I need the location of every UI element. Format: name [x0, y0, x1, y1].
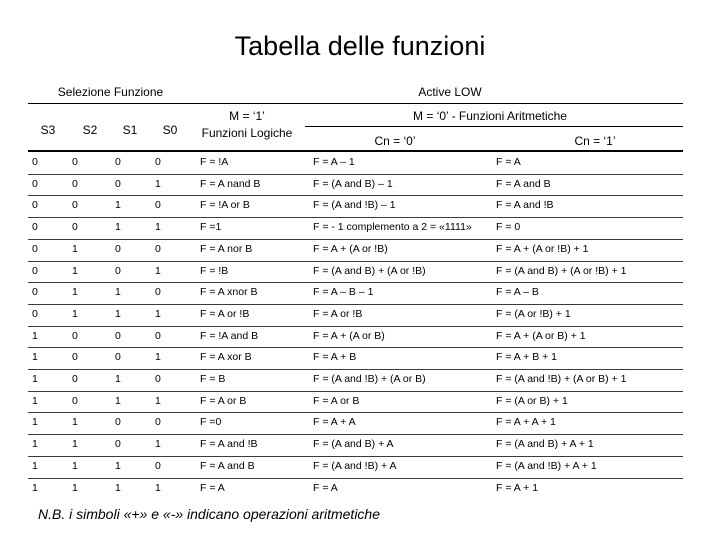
- cell-s3: 0: [32, 307, 38, 320]
- cell-s0: 1: [155, 307, 161, 320]
- row-separator: [28, 391, 683, 392]
- cell-logic: F = !A and B: [200, 329, 259, 342]
- cell-arith-cn0: F = A + (A or !B): [313, 242, 388, 255]
- cell-s1: 0: [115, 177, 121, 190]
- cell-logic: F = A xor B: [200, 351, 252, 364]
- cell-arith-cn1: F = (A and B) + A + 1: [496, 438, 594, 451]
- cell-arith-cn0: F = A + A: [313, 416, 356, 429]
- cell-arith-cn0: F = A: [313, 481, 338, 494]
- cell-logic: F = A xnor B: [200, 286, 258, 299]
- cell-s2: 0: [72, 199, 78, 212]
- header-rule-active: [193, 103, 683, 104]
- cell-s1: 1: [115, 307, 121, 320]
- cell-arith-cn0: F = A + B: [313, 351, 357, 364]
- cell-s1: 1: [115, 199, 121, 212]
- cell-arith-cn1: F = (A and !B) + A + 1: [496, 459, 597, 472]
- cell-s2: 0: [72, 394, 78, 407]
- header-rule-bottom: [28, 150, 683, 152]
- row-separator: [28, 478, 683, 479]
- cell-s2: 0: [72, 329, 78, 342]
- cell-s3: 1: [32, 394, 38, 407]
- cell-arith-cn0: F = (A and !B) – 1: [313, 199, 396, 212]
- cell-s3: 1: [32, 373, 38, 385]
- cell-s1: 1: [115, 459, 121, 472]
- cell-arith-cn0: F = A + (A or B): [313, 329, 385, 342]
- cell-s3: 0: [32, 286, 38, 299]
- row-separator: [28, 217, 683, 218]
- cell-arith-cn1: F = A and B: [496, 177, 551, 190]
- cell-s3: 0: [32, 264, 38, 277]
- row-separator: [28, 195, 683, 196]
- cell-logic: F =0: [200, 416, 222, 429]
- row-separator: [28, 304, 683, 305]
- header-s0: S0: [162, 123, 178, 137]
- cell-s0: 1: [155, 264, 161, 277]
- cell-logic: F = A or !B: [200, 307, 250, 320]
- cell-s0: 0: [155, 156, 161, 168]
- cell-s2: 1: [72, 242, 78, 255]
- cell-s1: 1: [115, 373, 121, 385]
- cell-logic: F = B: [200, 373, 226, 385]
- cell-s0: 0: [155, 416, 161, 429]
- cell-s3: 0: [32, 199, 38, 212]
- cell-s0: 1: [155, 351, 161, 364]
- cell-arith-cn1: F = A + 1: [496, 481, 539, 494]
- cell-s2: 1: [72, 481, 78, 494]
- cell-s0: 0: [155, 199, 161, 212]
- cell-s3: 1: [32, 416, 38, 429]
- cell-s3: 0: [32, 156, 38, 168]
- cell-arith-cn0: F = (A and !B) + A: [313, 459, 397, 472]
- cell-s3: 1: [32, 459, 38, 472]
- cell-s0: 1: [155, 481, 161, 494]
- cell-arith-cn0: F = A or !B: [313, 307, 363, 320]
- cell-s0: 1: [155, 438, 161, 451]
- cell-arith-cn0: F = A or B: [313, 394, 360, 407]
- cell-s2: 0: [72, 156, 78, 168]
- cell-logic: F = !A: [200, 156, 229, 168]
- row-separator: [28, 369, 683, 370]
- page-title: Tabella delle funzioni: [234, 31, 486, 61]
- cell-arith-cn0: F = (A and B) – 1: [313, 177, 393, 190]
- cell-arith-cn1: F = A: [496, 156, 521, 168]
- cell-arith-cn1: F = A + A + 1: [496, 416, 556, 429]
- cell-s3: 0: [32, 177, 38, 190]
- cell-s0: 1: [155, 177, 161, 190]
- cell-s2: 1: [72, 307, 78, 320]
- cell-s0: 0: [155, 329, 161, 342]
- cell-logic: F = A and B: [200, 459, 255, 472]
- header-m0: M = ‘0’ - Funzioni Aritmetiche: [413, 109, 567, 123]
- cell-logic: F = A or B: [200, 394, 247, 407]
- cell-arith-cn1: F = A and !B: [496, 199, 554, 212]
- row-separator: [28, 174, 683, 175]
- header-s1: S1: [122, 123, 138, 137]
- header-rule-m0: [305, 126, 683, 127]
- row-separator: [28, 326, 683, 327]
- cell-arith-cn1: F = 0: [496, 221, 521, 234]
- cell-arith-cn0: F = (A and B) + (A or !B): [313, 264, 426, 277]
- cell-s2: 1: [72, 438, 78, 451]
- cell-s2: 1: [72, 416, 78, 429]
- cell-s3: 1: [32, 481, 38, 494]
- row-separator: [28, 282, 683, 283]
- cell-arith-cn0: F = A – 1: [313, 156, 355, 168]
- cell-logic: F = A: [200, 481, 225, 494]
- cell-s0: 0: [155, 286, 161, 299]
- cell-s1: 0: [115, 351, 121, 364]
- cell-arith-cn0: F = - 1 complemento a 2 = «1111»: [313, 221, 472, 234]
- cell-s1: 1: [115, 221, 121, 234]
- header-cn0: Cn = ‘0’: [374, 134, 416, 148]
- header-m1-line1: M = ‘1’: [229, 109, 265, 123]
- cell-arith-cn1: F = (A and !B) + (A or B) + 1: [496, 373, 627, 385]
- header-selezione-funzione: Selezione Funzione: [57, 85, 164, 99]
- cell-s0: 0: [155, 373, 161, 385]
- cell-s1: 0: [115, 242, 121, 255]
- cell-s3: 1: [32, 351, 38, 364]
- cell-s1: 0: [115, 438, 121, 451]
- cell-arith-cn0: F = (A and B) + A: [313, 438, 394, 451]
- header-m1-line2: Funzioni Logiche: [201, 126, 293, 140]
- cell-logic: F = A and !B: [200, 438, 258, 451]
- row-separator: [28, 261, 683, 262]
- cell-arith-cn0: F = A – B – 1: [313, 286, 374, 299]
- cell-s0: 0: [155, 242, 161, 255]
- footnote: N.B. i simboli «+» e «-» indicano operazioni aritmetiche: [38, 506, 381, 522]
- cell-arith-cn1: F = (A or !B) + 1: [496, 307, 571, 320]
- cell-s1: 0: [115, 264, 121, 277]
- header-s2: S2: [82, 123, 98, 137]
- cell-s1: 1: [115, 394, 121, 407]
- cell-s0: 1: [155, 221, 161, 234]
- header-cn1: Cn = ‘1’: [574, 134, 616, 148]
- cell-s3: 0: [32, 242, 38, 255]
- header-rule-selezione: [28, 103, 193, 104]
- row-separator: [28, 412, 683, 413]
- cell-logic: F =1: [200, 221, 222, 234]
- cell-arith-cn1: F = A + (A or !B) + 1: [496, 242, 589, 255]
- cell-s2: 0: [72, 177, 78, 190]
- cell-arith-cn1: F = A + (A or B) + 1: [496, 329, 586, 342]
- cell-s2: 1: [72, 286, 78, 299]
- row-separator: [28, 456, 683, 457]
- cell-s3: 1: [32, 438, 38, 451]
- cell-s1: 1: [115, 286, 121, 299]
- cell-arith-cn1: F = (A and B) + (A or !B) + 1: [496, 264, 627, 277]
- cell-arith-cn1: F = A – B: [496, 286, 539, 299]
- cell-logic: F = A nand B: [200, 177, 261, 190]
- cell-s2: 1: [72, 264, 78, 277]
- row-separator: [28, 434, 683, 435]
- cell-arith-cn1: F = (A or B) + 1: [496, 394, 568, 407]
- cell-arith-cn1: F = A + B + 1: [496, 351, 558, 364]
- cell-s3: 1: [32, 329, 38, 342]
- cell-s0: 0: [155, 459, 161, 472]
- cell-s1: 0: [115, 156, 121, 168]
- cell-logic: F = !A or B: [200, 199, 250, 212]
- cell-s2: 0: [72, 221, 78, 234]
- cell-logic: F = A nor B: [200, 242, 253, 255]
- cell-s1: 0: [115, 329, 121, 342]
- cell-s2: 0: [72, 351, 78, 364]
- header-active-low: Active LOW: [418, 85, 482, 99]
- row-separator: [28, 347, 683, 348]
- row-separator: [28, 239, 683, 240]
- cell-s1: 0: [115, 416, 121, 429]
- cell-s2: 0: [72, 373, 78, 385]
- cell-logic: F = !B: [200, 264, 229, 277]
- cell-s2: 1: [72, 459, 78, 472]
- cell-s1: 1: [115, 481, 121, 494]
- cell-s0: 1: [155, 394, 161, 407]
- header-s3: S3: [40, 123, 56, 137]
- cell-arith-cn0: F = (A and !B) + (A or B): [313, 373, 426, 385]
- cell-s3: 0: [32, 221, 38, 234]
